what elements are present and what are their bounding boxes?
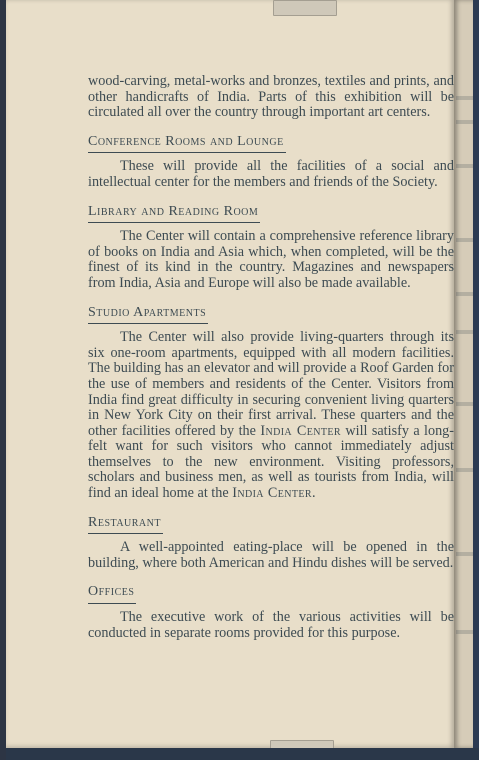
bottom-binder-edge: [6, 748, 479, 760]
studio-text-a: The Center will also provide living-quarters through its six one-room apartments, equipped with all modern facilities. The building has an elevator and will provide a Roof Garden for the use of members and residents of the Center. Visitors from India find great difficulty in securing convenient living quarters in New York City on their first arrival. These quarters and the other facilities offered by the: [88, 329, 454, 439]
india-center-name: India Center: [260, 422, 341, 439]
text-fragment: [456, 238, 473, 242]
underlying-page-edge: [454, 0, 473, 748]
document-page: [6, 0, 454, 748]
text-fragment: [456, 330, 473, 334]
restaurant-paragraph: A well-appointed eating-place will be opened in the building, where both American and Hindu dishes will be served.: [88, 539, 454, 571]
heading-studio-apartments: Studio Apartments: [88, 305, 208, 325]
right-binder-edge: [473, 0, 479, 760]
studio-paragraph: [88, 330, 454, 502]
text-fragment: [456, 552, 473, 556]
text-fragment: [456, 402, 473, 406]
heading-library: Library and Reading Room: [88, 204, 260, 224]
heading-restaurant: Restaurant: [88, 515, 163, 535]
studio-text-c: .: [311, 485, 316, 502]
library-paragraph: The Center will contain a comprehensive reference library of books on India and Asia which, when completed, will be the finest of its kind in the country. Magazines and newspapers from India, Asia and Europe will also be made available.: [88, 228, 454, 291]
text-fragment: [456, 468, 473, 472]
text-fragment: [456, 120, 473, 124]
top-page-tab: [273, 0, 337, 16]
text-fragment: [456, 630, 473, 634]
offices-paragraph: The executive work of the various activities will be conducted in separate rooms provided for this purpose.: [88, 609, 454, 641]
heading-conference-rooms: Conference Rooms and Lounge: [88, 134, 286, 154]
studio-text-b: will satisfy a long-felt want for such visitors who cannot immediately adjust themselves to the new environment. Visiting professors, scholars and business men, as well as tourists from India, will find an ideal home at the: [88, 422, 454, 502]
heading-offices: Offices: [88, 584, 136, 604]
india-center-name: India Center: [232, 485, 312, 502]
text-fragment: [456, 164, 473, 168]
page-content: [88, 74, 454, 641]
intro-paragraph: wood-carving, metal-works and bronzes, textiles and prints, and other handicrafts of India. Parts of this exhibition will be circulated all over the country through important art centers.: [88, 73, 454, 121]
conference-paragraph: These will provide all the facilities of a social and intellectual center for the members and friends of the Society.: [88, 158, 454, 190]
text-fragment: [456, 292, 473, 296]
text-fragment: [456, 96, 473, 100]
